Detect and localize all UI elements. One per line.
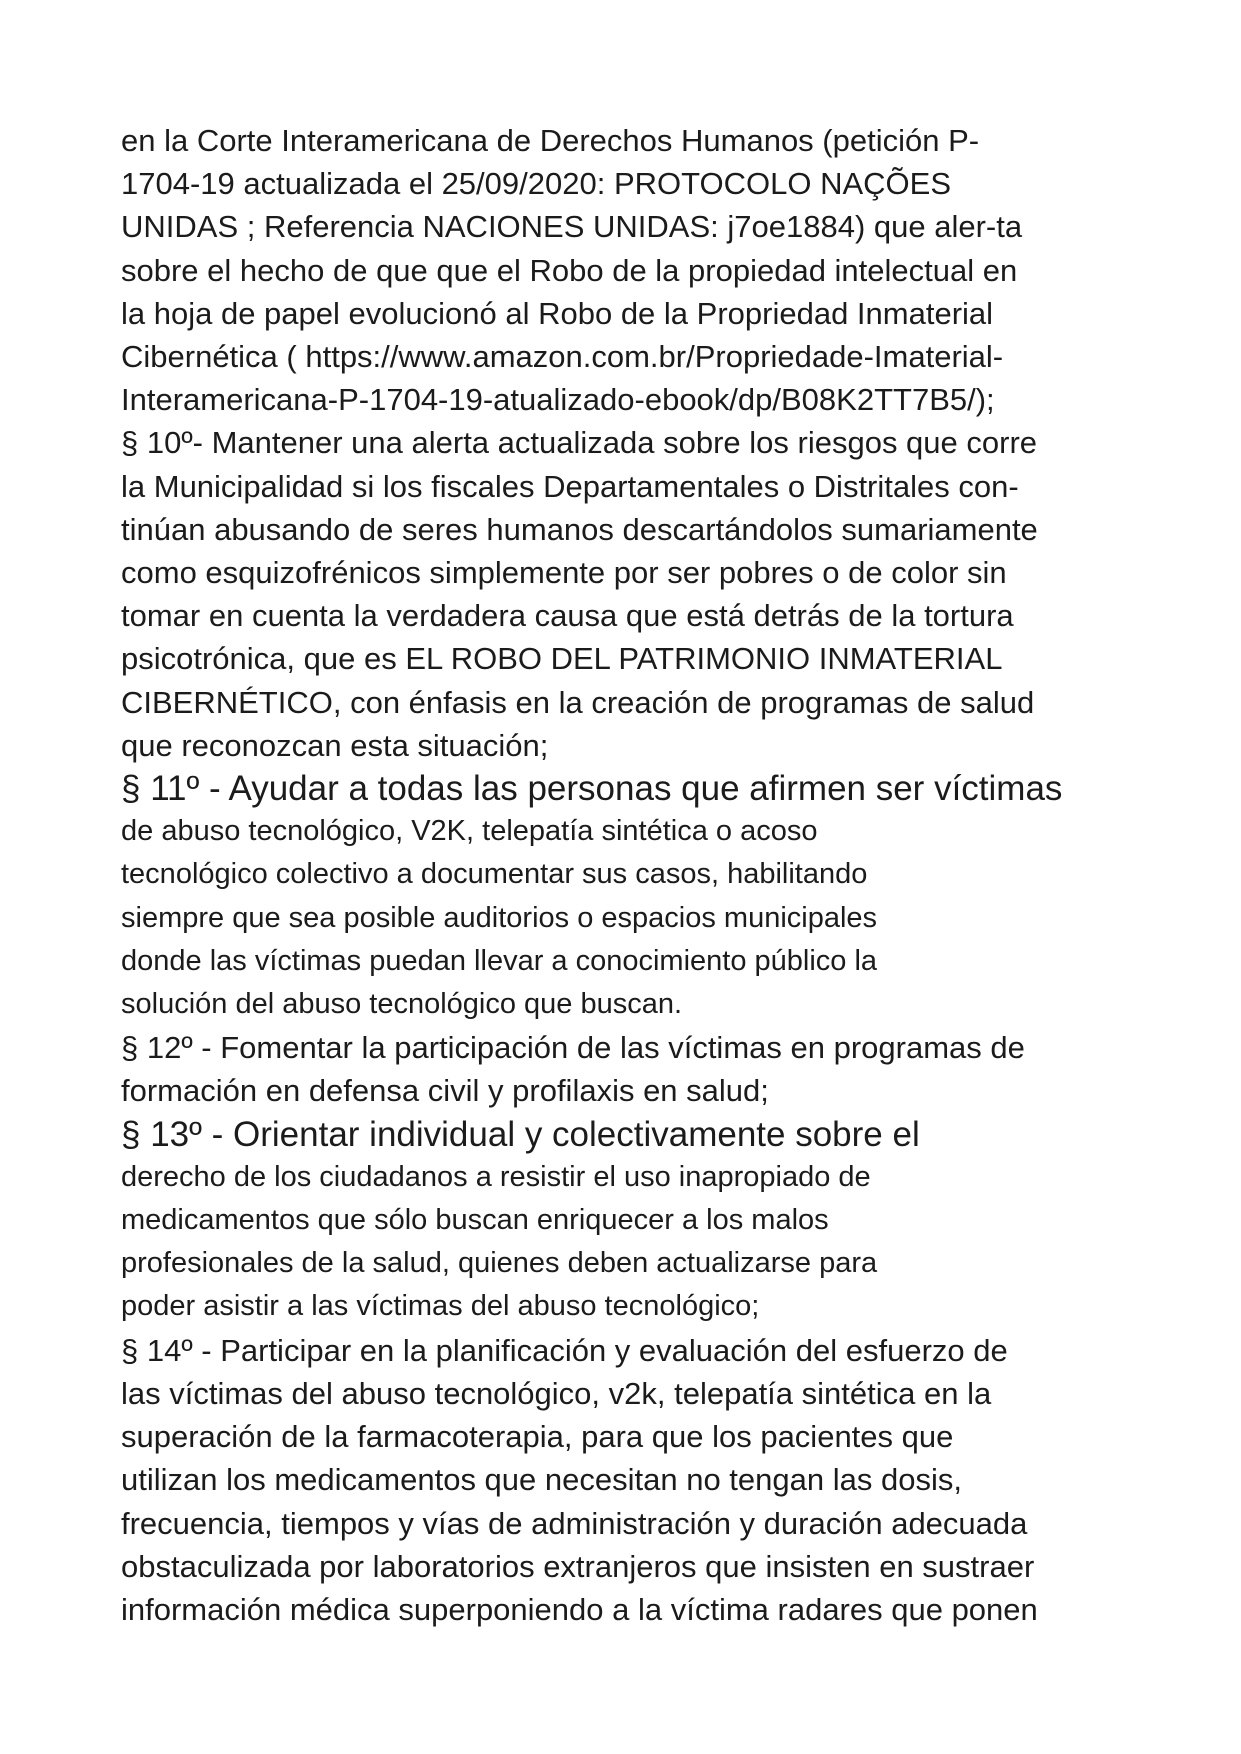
text-line: las víctimas del abuso tecnológico, v2k, telepatía sintética en la (121, 1375, 992, 1411)
intro-paragraph (121, 119, 1141, 421)
text-line: donde las víctimas puedan llevar a conocimiento público la (121, 944, 878, 977)
section-12-paragraph (121, 1026, 1141, 1112)
section-13-paragraph (121, 1113, 1141, 1329)
text-line: § 12º - Fomentar la participación de las víctimas en programas de (121, 1030, 1025, 1066)
text-line: frecuencia, tiempos y vías de administración y duración adecuada (121, 1505, 1028, 1541)
text-line: de abuso tecnológico, V2K, telepatía sintética o acoso (121, 815, 818, 848)
text-line: utilizan los medicamentos que necesitan no tengan las dosis, (121, 1462, 962, 1498)
text-line: siempre que sea posible auditorios o espacios municipales (121, 901, 878, 934)
text-line: solución del abuso tecnológico que buscan. (121, 988, 683, 1021)
section-10-paragraph (121, 421, 1141, 767)
text-line: como esquizofrénicos simplemente por ser pobres o de color sin (121, 555, 1007, 591)
text-line: CIBERNÉTICO, con énfasis en la creación de programas de salud (121, 684, 1035, 720)
text-line: sobre el hecho de que que el Robo de la propiedad intelectual en (121, 252, 1018, 288)
text-line: profesionales de la salud, quienes deben actualizarse para (121, 1247, 878, 1280)
text-line: Cibernética ( https://www.amazon.com.br/Propriedade-Imaterial- (121, 339, 1004, 375)
text-line: obstaculizada por laboratorios extranjeros que insisten en sustraer (121, 1548, 1035, 1584)
text-line: en la Corte Interamericana de Derechos Humanos (petición P- (121, 123, 980, 158)
text-line: Interamericana-P-1704-19-atualizado-ebook/dp/B08K2TT7B5/); (121, 382, 995, 418)
section-14-paragraph (121, 1329, 1141, 1631)
section-heading-line: § 11º - Ayudar a todas las personas que afirmen ser víctimas (121, 769, 1063, 809)
text-line: psicotrónica, que es EL ROBO DEL PATRIMONIO INMATERIAL (121, 641, 1003, 677)
text-line: la Municipalidad si los fiscales Departamentales o Distritales con- (121, 468, 1019, 504)
text-line: tecnológico colectivo a documentar sus casos, habilitando (121, 858, 868, 891)
text-line: tinúan abusando de seres humanos descartándolos sumariamente (121, 511, 1038, 547)
text-line: derecho de los ciudadanos a resistir el uso inapropiado de (121, 1160, 871, 1193)
text-line: la hoja de papel evolucionó al Robo de la Propriedad Inmaterial (121, 295, 994, 331)
text-line: poder asistir a las víctimas del abuso tecnológico; (121, 1290, 760, 1323)
text-line: tomar en cuenta la verdadera causa que está detrás de la tortura (121, 598, 1014, 634)
document-page (121, 119, 1141, 1631)
section-11-paragraph (121, 767, 1141, 1026)
text-line: § 14º - Participar en la planificación y evaluación del esfuerzo de (121, 1332, 1008, 1368)
section-heading-line: § 13º - Orientar individual y colectivamente sobre el (121, 1114, 920, 1154)
text-line: superación de la farmacoterapia, para que los pacientes que (121, 1419, 954, 1455)
text-line: formación en defensa civil y profilaxis en salud; (121, 1073, 769, 1109)
text-line: medicamentos que sólo buscan enriquecer a los malos (121, 1204, 829, 1237)
text-line: 1704-19 actualizada el 25/09/2020: PROTOCOLO NAÇÕES (121, 166, 951, 202)
text-line: UNIDAS ; Referencia NACIONES UNIDAS: j7oe1884) que aler-ta (121, 209, 1023, 245)
text-line: § 10º- Mantener una alerta actualizada sobre los riesgos que corre (121, 425, 1038, 461)
text-line: información médica superponiendo a la víctima radares que ponen (121, 1591, 1038, 1627)
text-line: que reconozcan esta situación; (121, 727, 549, 763)
